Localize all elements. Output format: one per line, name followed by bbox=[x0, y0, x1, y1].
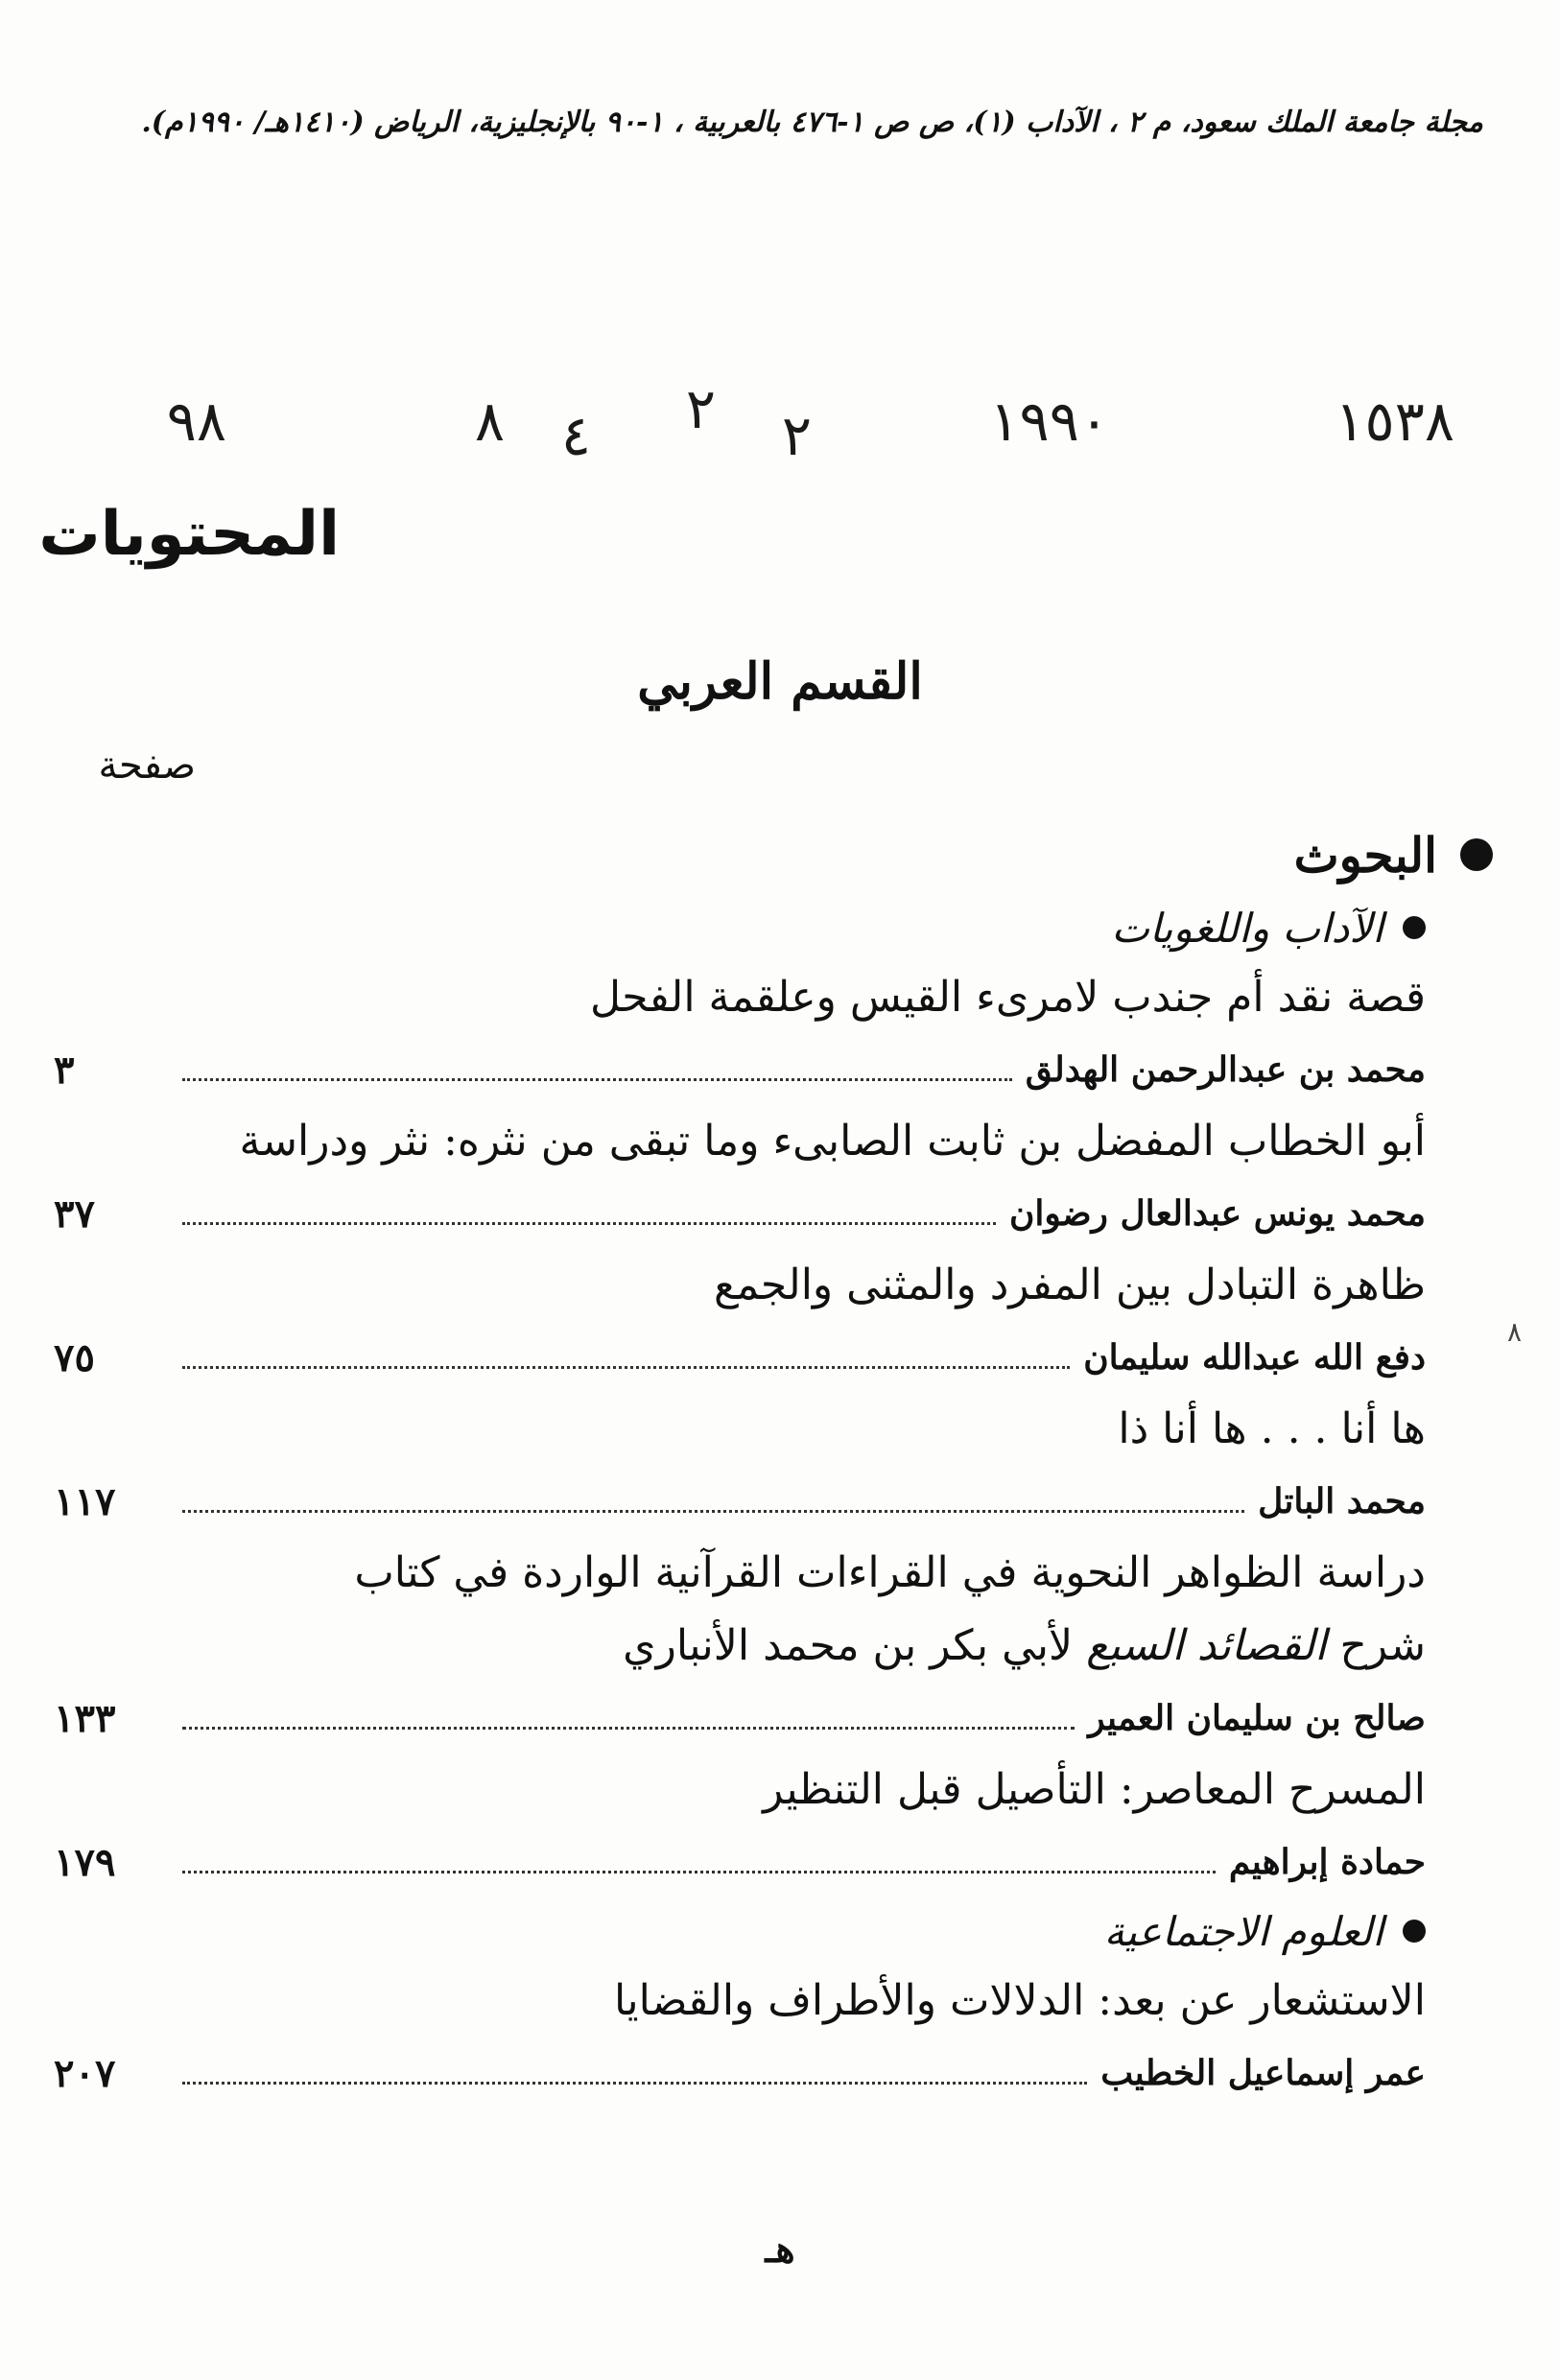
entry-author: عمر إسماعيل الخطيب bbox=[1100, 2053, 1426, 2093]
leader-dots bbox=[182, 1725, 1075, 1730]
entry-page: ١٣٣ bbox=[54, 1695, 116, 1741]
entry-author: حمادة إبراهيم bbox=[1228, 1842, 1426, 1882]
page-column-label: صفحة bbox=[98, 743, 196, 788]
bullet-icon bbox=[1403, 916, 1426, 939]
entry-author-line bbox=[54, 1826, 1493, 1897]
margin-mark: ٨ bbox=[1506, 1316, 1522, 1348]
entry-title-part: لأبي بكر بن محمد الأنباري bbox=[623, 1621, 1087, 1670]
section-title: القسم العربي bbox=[637, 652, 923, 711]
table-of-contents bbox=[54, 815, 1493, 2109]
handwritten-volume: ٢ bbox=[685, 376, 716, 441]
entry-page: ٢٠٧ bbox=[54, 2050, 116, 2096]
subsection-heading-text: العلوم الاجتماعية bbox=[1103, 1907, 1383, 1955]
entry-author: دفع الله عبدالله سليمان bbox=[1083, 1337, 1426, 1378]
entry-title: دراسة الظواهر النحوية في القراءات القرآنية الواردة في كتاب bbox=[354, 1548, 1426, 1597]
handwritten-code: ٩٨ bbox=[166, 389, 226, 454]
entry-author-line bbox=[54, 1178, 1493, 1249]
main-heading-text: البحوث bbox=[1293, 826, 1437, 884]
bullet-icon bbox=[1403, 1920, 1426, 1943]
contents-title: المحتويات bbox=[38, 499, 340, 570]
entry-title: ها أنا . . . ها أنا ذا bbox=[1118, 1404, 1426, 1453]
main-heading bbox=[54, 815, 1493, 894]
subsection-heading-text: الآداب واللغويات bbox=[1111, 904, 1383, 952]
journal-citation: مجلة جامعة الملك سعود، م ٢ ، الآداب (١)، ص ص ١-٤٧٦ بالعربية ، ١-٩٠ بالإنجليزية، الرياض (١٤١٠هـ/ ١٩٩٠م). bbox=[141, 106, 1483, 139]
entry-author-line bbox=[54, 1034, 1493, 1105]
leader-dots bbox=[182, 1364, 1070, 1369]
entry-page: ١١٧ bbox=[54, 1478, 116, 1524]
subsection-heading bbox=[54, 1897, 1493, 1965]
leader-dots bbox=[182, 1076, 1012, 1081]
entry-page: ٧٥ bbox=[54, 1334, 95, 1380]
entry-author-line bbox=[54, 1322, 1493, 1393]
page-number: هـ bbox=[765, 2227, 795, 2271]
entry-title: أبو الخطاب المفضل بن ثابت الصابىء وما تبقى من نثره: نثر ودراسة bbox=[239, 1117, 1426, 1166]
leader-dots bbox=[182, 2080, 1087, 2085]
entry-author-line bbox=[54, 1683, 1493, 1754]
entry-page: ١٧٩ bbox=[54, 1839, 116, 1885]
entry-author: محمد الباتل bbox=[1258, 1481, 1426, 1521]
entry-title: قصة نقد أم جندب لامرىء القيس وعلقمة الفحل bbox=[589, 973, 1426, 1022]
handwritten-number: ١٥٣٨ bbox=[1335, 389, 1454, 454]
entry-title: ظاهرة التبادل بين المفرد والمثنى والجمع bbox=[714, 1261, 1426, 1309]
entry-title-part: شرح bbox=[1326, 1621, 1426, 1670]
bullet-icon bbox=[1460, 838, 1493, 871]
handwritten-digit: ٨ bbox=[474, 389, 505, 454]
leader-dots bbox=[182, 1508, 1244, 1513]
handwritten-part: ٤ bbox=[560, 403, 591, 468]
leader-dots bbox=[182, 1869, 1216, 1873]
entry-title: الاستشعار عن بعد: الدلالات والأطراف والقضايا bbox=[613, 1976, 1426, 2025]
entry-title: المسرح المعاصر: التأصيل قبل التنظير bbox=[763, 1765, 1426, 1814]
entry-author-line bbox=[54, 2038, 1493, 2109]
entry-author: صالح بن سليمان العمير bbox=[1088, 1698, 1426, 1738]
entry-page: ٣ bbox=[54, 1047, 75, 1093]
entry-page: ٣٧ bbox=[54, 1190, 95, 1237]
entry-author-line bbox=[54, 1466, 1493, 1537]
entry-title-line2 bbox=[54, 1610, 1493, 1683]
entry-author: محمد يونس عبدالعال رضوان bbox=[1008, 1193, 1426, 1234]
subsection-heading bbox=[54, 894, 1493, 961]
handwritten-issue: ٢ bbox=[781, 403, 812, 468]
entry-author: محمد بن عبدالرحمن الهدلق bbox=[1025, 1049, 1426, 1090]
handwritten-year: ١٩٩٠ bbox=[989, 389, 1109, 454]
leader-dots bbox=[182, 1220, 996, 1225]
entry-title-italic: القصائد السبع bbox=[1086, 1621, 1327, 1670]
